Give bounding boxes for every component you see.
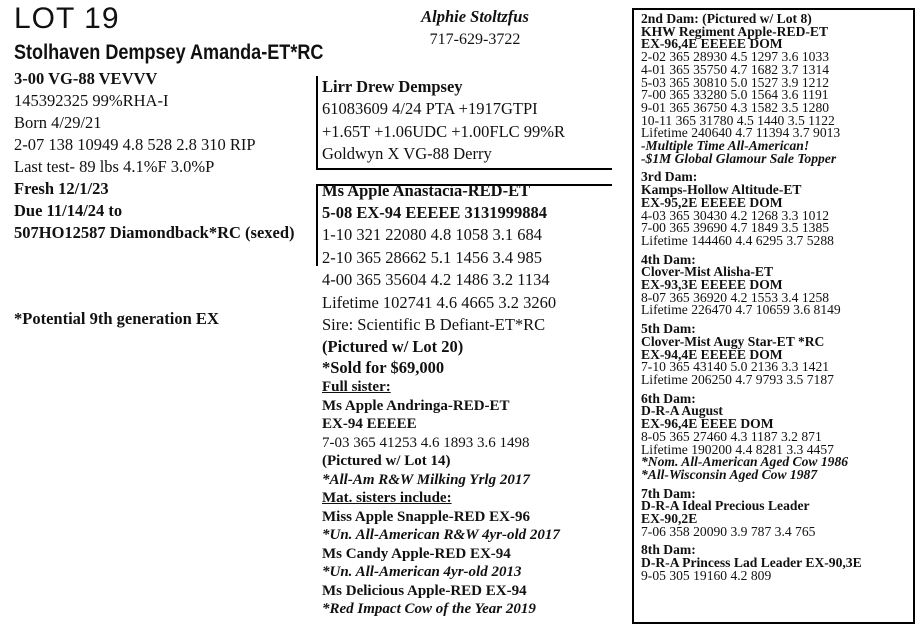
- ancestor-dam-line: 3rd Dam:: [641, 169, 698, 185]
- ancestor-dam-section: [641, 171, 913, 247]
- dam-info-line: 2-10 365 28662 5.1 1456 3.4 985: [322, 247, 542, 267]
- mat-sister-line: *Un. All-American R&W 4yr-old 2017: [322, 527, 560, 544]
- ancestor-dam-line: Clover-Mist Augy Star-ET *RC: [641, 333, 825, 349]
- full-sister-line: 7-03 365 41253 4.6 1893 3.6 1498: [322, 434, 530, 451]
- ancestor-dam-line: EX-90,2E: [641, 511, 698, 527]
- ancestor-dam-line: 8-05 365 27460 4.3 1187 3.2 871: [641, 428, 822, 444]
- ancestor-dam-line: 2nd Dam: (Pictured w/ Lot 8): [641, 11, 812, 26]
- mat-sister-line: *Red Impact Cow of the Year 2019: [322, 601, 536, 618]
- ancestor-dam-line: Lifetime 206250 4.7 9793 3.5 7187: [641, 371, 834, 387]
- ancestor-dam-line: 10-11 365 31780 4.5 1440 3.5 1122: [641, 112, 835, 128]
- dam-info-line: (Pictured w/ Lot 20): [322, 337, 464, 357]
- ancestor-dam-line: 7-00 365 39690 4.7 1849 3.5 1385: [641, 220, 830, 236]
- ancestor-dam-line: D-R-A Ideal Precious Leader: [641, 498, 810, 514]
- ancestor-dam-line: 5-03 365 30810 5.0 1527 3.9 1212: [641, 74, 830, 90]
- dam-info-line: *Sold for $69,000: [322, 358, 445, 378]
- dam-info-line: Sire: Scientific B Defiant-ET*RC: [322, 315, 546, 335]
- animal-info-line: Due 11/14/24 to: [14, 201, 123, 220]
- ancestor-dam-section: [641, 251, 913, 318]
- ancestor-dam-line: Lifetime 226470 4.7 10659 3.6 8149: [641, 302, 841, 318]
- ancestor-dam-line: 5th Dam:: [641, 321, 696, 337]
- seller-phone: 717-629-3722: [429, 31, 521, 48]
- ancestor-dam-section: [641, 13, 913, 165]
- dam-info-line: 4-00 365 35604 4.2 1486 3.2 1134: [322, 270, 550, 290]
- ancestor-dam-line: Clover-Mist Alisha-ET: [641, 264, 774, 280]
- ancestor-dam-section: [641, 485, 913, 539]
- sire-info-line: +1.65T +1.06UDC +1.00FLC 99%R: [322, 121, 566, 141]
- ancestor-dam-line: EX-96,4E EEEE DOM: [641, 416, 774, 432]
- pedigree-middle: [322, 76, 622, 619]
- ancestor-dam-line: 7th Dam:: [641, 485, 696, 501]
- animal-info-line: Fresh 12/1/23: [14, 179, 109, 198]
- seller-info: [390, 7, 560, 51]
- dam-info-line: 1-10 321 22080 4.8 1058 3.1 684: [322, 225, 542, 245]
- potential-note: *Potential 9th generation EX: [14, 309, 219, 328]
- ancestor-dam-line: D-R-A August: [641, 403, 723, 419]
- mat-sisters-header: Mat. sisters include:: [322, 490, 452, 507]
- animal-info-line: 3-00 VG-88 VEVVV: [14, 69, 158, 88]
- ancestor-dam-line: EX-96,4E EEEEE DOM: [641, 36, 783, 52]
- sire-info-line: 61083609 4/24 PTA +1917GTPI: [322, 99, 538, 119]
- sire-name: Lirr Drew Dempsey: [322, 77, 463, 96]
- full-sister-header: Full sister:: [322, 379, 391, 396]
- ancestor-dam-line: EX-94,4E EEEEE DOM: [641, 346, 783, 362]
- ancestor-dam-line: EX-95,2E EEEEE DOM: [641, 194, 783, 210]
- ancestor-dam-line: D-R-A Princess Lad Leader EX-90,3E: [641, 555, 862, 571]
- ancestor-dam-line: 7-06 358 20090 3.9 787 3.4 765: [641, 523, 816, 539]
- dam-name: Ms Apple Anastacia-RED-ET: [322, 180, 531, 200]
- ancestor-dam-line: 4th Dam:: [641, 251, 696, 267]
- mat-sister-line: Ms Delicious Apple-RED EX-94: [322, 582, 527, 599]
- ancestor-dam-line: *All-Wisconsin Aged Cow 1987: [641, 466, 818, 482]
- mat-sister-line: *Un. All-American 4yr-old 2013: [322, 564, 522, 581]
- full-sister-line: Ms Apple Andringa-RED-ET: [322, 397, 510, 414]
- full-sister-line: EX-94 EEEEE: [322, 416, 417, 433]
- ancestor-dam-section: [641, 390, 913, 482]
- ancestor-dam-line: 4-01 365 35750 4.7 1682 3.7 1314: [641, 61, 830, 77]
- ancestor-dam-line: Lifetime 240640 4.7 11394 3.7 9013: [641, 125, 841, 141]
- ancestor-dam-line: -$1M Global Glamour Sale Topper: [641, 150, 837, 166]
- ancestor-dam-line: 9-01 365 36750 4.3 1582 3.5 1280: [641, 99, 830, 115]
- seller-name: Alphie Stoltzfus: [421, 7, 529, 26]
- lot-number: LOT 19: [14, 2, 120, 35]
- animal-name: Stolhaven Dempsey Amanda-ET*RC: [14, 41, 324, 64]
- ancestor-dam-line: 9-05 305 19160 4.2 809: [641, 567, 772, 583]
- animal-info-line: Born 4/29/21: [14, 113, 102, 132]
- ancestor-dam-line: 6th Dam:: [641, 390, 696, 406]
- animal-info: [14, 68, 314, 330]
- ancestor-dam-line: Lifetime 190200 4.4 8281 3.3 4457: [641, 441, 834, 457]
- ancestor-dam-line: 7-00 365 33280 5.0 1564 3.6 1191: [641, 87, 829, 103]
- ancestor-dam-line: Kamps-Hollow Altitude-ET: [641, 182, 802, 198]
- mat-sister-line: Ms Candy Apple-RED EX-94: [322, 545, 511, 562]
- full-sister-line: (Pictured w/ Lot 14): [322, 453, 451, 470]
- ancestor-dam-line: KHW Regiment Apple-RED-ET: [641, 23, 829, 39]
- ancestor-dam-section: [641, 544, 913, 582]
- full-sister-line: *All-Am R&W Milking Yrlg 2017: [322, 471, 530, 488]
- animal-info-line: 507HO12587 Diamondback*RC (sexed): [14, 223, 295, 242]
- ancestor-dam-line: 7-10 365 43140 5.0 2136 3.3 1421: [641, 359, 830, 375]
- dam-info-line: Lifetime 102741 4.6 4665 3.2 3260: [322, 292, 557, 312]
- ancestor-dam-line: 8th Dam:: [641, 542, 696, 558]
- mat-sister-line: Miss Apple Snapple-RED EX-96: [322, 508, 530, 525]
- sire-info-line: Goldwyn X VG-88 Derry: [322, 144, 492, 164]
- dam-pedigree-box: [632, 8, 915, 624]
- animal-info-line: 2-07 138 10949 4.8 528 2.8 310 RIP: [14, 135, 256, 154]
- ancestor-dam-section: [641, 323, 913, 387]
- ancestor-dam-line: -Multiple Time All-American!: [641, 138, 810, 154]
- ancestor-dam-line: 2-02 365 28930 4.5 1297 3.6 1033: [641, 49, 830, 65]
- ancestor-dam-line: Lifetime 144460 4.4 6295 3.7 5288: [641, 232, 834, 248]
- animal-info-line: 145392325 99%RHA-I: [14, 91, 169, 110]
- ancestor-dam-line: 8-07 365 36920 4.2 1553 3.4 1258: [641, 289, 830, 305]
- animal-info-line: Last test- 89 lbs 4.1%F 3.0%P: [14, 157, 215, 176]
- dam-info-line: 5-08 EX-94 EEEEE 3131999884: [322, 203, 548, 223]
- ancestor-dam-line: *Nom. All-American Aged Cow 1986: [641, 454, 849, 470]
- ancestor-dam-line: EX-93,3E EEEEE DOM: [641, 277, 783, 293]
- ancestor-dam-line: 4-03 365 30430 4.2 1268 3.3 1012: [641, 207, 830, 223]
